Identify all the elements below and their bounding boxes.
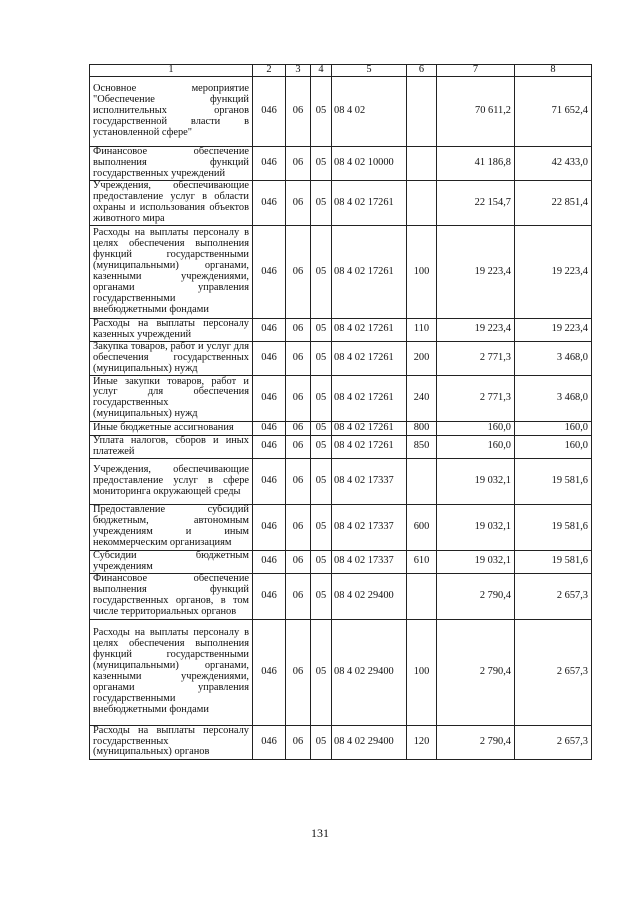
row-amount-2-cell: 42 433,0 xyxy=(515,147,592,181)
row-amount-2-cell: 19 223,4 xyxy=(515,319,592,342)
row-code-cell: 046 xyxy=(253,550,286,573)
row-name-cell: Учреждения, обеспечивающие предоставление услуг в области охраны и использования объектов животного мира xyxy=(90,181,253,226)
row-amount-2-cell: 19 581,6 xyxy=(515,504,592,550)
row-subsection-cell: 05 xyxy=(311,181,332,226)
row-name-cell: Иные закупки товаров, работ и услуг для обеспечения государственных (муниципальных) нужд xyxy=(90,375,253,421)
table-row xyxy=(90,619,592,725)
row-target-article-cell: 08 4 02 17337 xyxy=(332,504,407,550)
row-name-cell: Предоставление субсидий бюджетным, автономным учреждениям и иным некоммерческим организациям xyxy=(90,504,253,550)
table-row xyxy=(90,147,592,181)
row-subsection-cell: 05 xyxy=(311,341,332,375)
table-row xyxy=(90,319,592,342)
row-amount-1-cell: 19 223,4 xyxy=(437,226,515,319)
row-name-cell: Расходы на выплаты персоналу в целях обеспечения выполнения функций государственными (муниципальными) органами, казенными учреждениями, органами управления государственными внебюджетными фондами xyxy=(90,619,253,725)
row-expense-type-cell: 240 xyxy=(407,375,437,421)
row-amount-1-cell: 160,0 xyxy=(437,421,515,435)
page-number: 131 xyxy=(311,826,329,840)
row-subsection-cell: 05 xyxy=(311,435,332,458)
row-name-cell: Основное мероприятие "Обеспечение функций исполнительных органов государственной власти в установленной сфере" xyxy=(90,77,253,147)
table-row xyxy=(90,341,592,375)
row-name-cell: Закупка товаров, работ и услуг для обеспечения государственных (муниципальных) нужд xyxy=(90,341,253,375)
row-expense-type-cell xyxy=(407,573,437,619)
table-row xyxy=(90,725,592,759)
row-amount-1-cell: 2 790,4 xyxy=(437,619,515,725)
row-subsection-cell: 05 xyxy=(311,619,332,725)
row-target-article-cell: 08 4 02 17261 xyxy=(332,319,407,342)
row-target-article-cell: 08 4 02 xyxy=(332,77,407,147)
row-code-cell: 046 xyxy=(253,226,286,319)
row-amount-1-cell: 19 032,1 xyxy=(437,550,515,573)
row-amount-1-cell: 19 223,4 xyxy=(437,319,515,342)
header-cell: 2 xyxy=(253,65,286,77)
row-section-cell: 06 xyxy=(286,550,311,573)
row-subsection-cell: 05 xyxy=(311,147,332,181)
row-amount-1-cell: 70 611,2 xyxy=(437,77,515,147)
header-cell: 6 xyxy=(407,65,437,77)
row-code-cell: 046 xyxy=(253,725,286,759)
row-amount-1-cell: 2 790,4 xyxy=(437,573,515,619)
row-target-article-cell: 08 4 02 17261 xyxy=(332,181,407,226)
row-expense-type-cell: 600 xyxy=(407,504,437,550)
row-subsection-cell: 05 xyxy=(311,421,332,435)
row-name-cell: Расходы на выплаты персоналу казенных учреждений xyxy=(90,319,253,342)
table-row xyxy=(90,181,592,226)
table-row xyxy=(90,226,592,319)
row-section-cell: 06 xyxy=(286,319,311,342)
row-section-cell: 06 xyxy=(286,573,311,619)
row-target-article-cell: 08 4 02 17261 xyxy=(332,421,407,435)
row-code-cell: 046 xyxy=(253,458,286,504)
row-amount-2-cell: 160,0 xyxy=(515,435,592,458)
row-subsection-cell: 05 xyxy=(311,226,332,319)
row-name-cell: Расходы на выплаты персоналу в целях обеспечения выполнения функций государственными (муниципальными) органами, казенными учреждениями, органами управления государственными внебюджетными фондами xyxy=(90,226,253,319)
row-target-article-cell: 08 4 02 17337 xyxy=(332,550,407,573)
row-section-cell: 06 xyxy=(286,504,311,550)
row-target-article-cell: 08 4 02 29400 xyxy=(332,573,407,619)
row-expense-type-cell: 100 xyxy=(407,226,437,319)
row-expense-type-cell: 120 xyxy=(407,725,437,759)
row-amount-1-cell: 2 771,3 xyxy=(437,341,515,375)
row-expense-type-cell xyxy=(407,181,437,226)
row-code-cell: 046 xyxy=(253,573,286,619)
row-code-cell: 046 xyxy=(253,341,286,375)
table-body xyxy=(90,77,592,760)
row-name-cell: Финансовое обеспечение выполнения функций государственных учреждений xyxy=(90,147,253,181)
row-amount-1-cell: 160,0 xyxy=(437,435,515,458)
row-amount-2-cell: 160,0 xyxy=(515,421,592,435)
header-cell: 1 xyxy=(90,65,253,77)
row-target-article-cell: 08 4 02 10000 xyxy=(332,147,407,181)
table-row xyxy=(90,375,592,421)
row-section-cell: 06 xyxy=(286,147,311,181)
row-section-cell: 06 xyxy=(286,619,311,725)
row-subsection-cell: 05 xyxy=(311,573,332,619)
row-amount-2-cell: 19 223,4 xyxy=(515,226,592,319)
table-row xyxy=(90,421,592,435)
row-amount-2-cell: 3 468,0 xyxy=(515,375,592,421)
row-subsection-cell: 05 xyxy=(311,550,332,573)
header-cell: 8 xyxy=(515,65,592,77)
row-amount-2-cell: 2 657,3 xyxy=(515,619,592,725)
row-amount-1-cell: 19 032,1 xyxy=(437,504,515,550)
row-amount-2-cell: 3 468,0 xyxy=(515,341,592,375)
row-amount-1-cell: 41 186,8 xyxy=(437,147,515,181)
row-subsection-cell: 05 xyxy=(311,458,332,504)
row-section-cell: 06 xyxy=(286,226,311,319)
table-row xyxy=(90,573,592,619)
row-expense-type-cell xyxy=(407,147,437,181)
row-code-cell: 046 xyxy=(253,619,286,725)
row-amount-2-cell: 22 851,4 xyxy=(515,181,592,226)
row-expense-type-cell: 610 xyxy=(407,550,437,573)
row-expense-type-cell: 200 xyxy=(407,341,437,375)
row-code-cell: 046 xyxy=(253,421,286,435)
row-section-cell: 06 xyxy=(286,341,311,375)
row-target-article-cell: 08 4 02 17261 xyxy=(332,341,407,375)
row-code-cell: 046 xyxy=(253,435,286,458)
row-amount-1-cell: 2 790,4 xyxy=(437,725,515,759)
row-subsection-cell: 05 xyxy=(311,77,332,147)
table-row xyxy=(90,77,592,147)
table-row xyxy=(90,435,592,458)
row-code-cell: 046 xyxy=(253,147,286,181)
row-expense-type-cell: 110 xyxy=(407,319,437,342)
row-target-article-cell: 08 4 02 17261 xyxy=(332,375,407,421)
row-amount-1-cell: 19 032,1 xyxy=(437,458,515,504)
row-amount-2-cell: 2 657,3 xyxy=(515,725,592,759)
row-name-cell: Субсидии бюджетным учреждениям xyxy=(90,550,253,573)
row-section-cell: 06 xyxy=(286,458,311,504)
row-section-cell: 06 xyxy=(286,435,311,458)
row-amount-2-cell: 19 581,6 xyxy=(515,550,592,573)
row-expense-type-cell xyxy=(407,77,437,147)
row-target-article-cell: 08 4 02 17261 xyxy=(332,226,407,319)
row-name-cell: Учреждения, обеспечивающие предоставление услуг в сфере мониторинга окружающей среды xyxy=(90,458,253,504)
row-expense-type-cell xyxy=(407,458,437,504)
row-subsection-cell: 05 xyxy=(311,725,332,759)
header-cell: 3 xyxy=(286,65,311,77)
row-code-cell: 046 xyxy=(253,504,286,550)
table-row xyxy=(90,504,592,550)
header-row xyxy=(90,65,592,77)
header-cell: 4 xyxy=(311,65,332,77)
row-code-cell: 046 xyxy=(253,181,286,226)
row-name-cell: Уплата налогов, сборов и иных платежей xyxy=(90,435,253,458)
row-target-article-cell: 08 4 02 17337 xyxy=(332,458,407,504)
row-name-cell: Расходы на выплаты персоналу государственных (муниципальных) органов xyxy=(90,725,253,759)
row-amount-1-cell: 2 771,3 xyxy=(437,375,515,421)
row-amount-2-cell: 71 652,4 xyxy=(515,77,592,147)
table-row xyxy=(90,458,592,504)
row-amount-1-cell: 22 154,7 xyxy=(437,181,515,226)
row-subsection-cell: 05 xyxy=(311,375,332,421)
row-subsection-cell: 05 xyxy=(311,504,332,550)
row-code-cell: 046 xyxy=(253,77,286,147)
row-expense-type-cell: 100 xyxy=(407,619,437,725)
header-cell: 7 xyxy=(437,65,515,77)
row-target-article-cell: 08 4 02 29400 xyxy=(332,725,407,759)
row-code-cell: 046 xyxy=(253,319,286,342)
row-amount-2-cell: 2 657,3 xyxy=(515,573,592,619)
row-amount-2-cell: 19 581,6 xyxy=(515,458,592,504)
row-expense-type-cell: 800 xyxy=(407,421,437,435)
budget-table xyxy=(89,64,592,760)
table-row xyxy=(90,550,592,573)
row-expense-type-cell: 850 xyxy=(407,435,437,458)
header-cell: 5 xyxy=(332,65,407,77)
row-code-cell: 046 xyxy=(253,375,286,421)
row-name-cell: Иные бюджетные ассигнования xyxy=(90,421,253,435)
row-target-article-cell: 08 4 02 29400 xyxy=(332,619,407,725)
row-target-article-cell: 08 4 02 17261 xyxy=(332,435,407,458)
row-section-cell: 06 xyxy=(286,725,311,759)
row-section-cell: 06 xyxy=(286,375,311,421)
row-section-cell: 06 xyxy=(286,181,311,226)
row-section-cell: 06 xyxy=(286,77,311,147)
row-subsection-cell: 05 xyxy=(311,319,332,342)
row-section-cell: 06 xyxy=(286,421,311,435)
row-name-cell: Финансовое обеспечение выполнения функций государственных органов, в том числе территориальных органов xyxy=(90,573,253,619)
